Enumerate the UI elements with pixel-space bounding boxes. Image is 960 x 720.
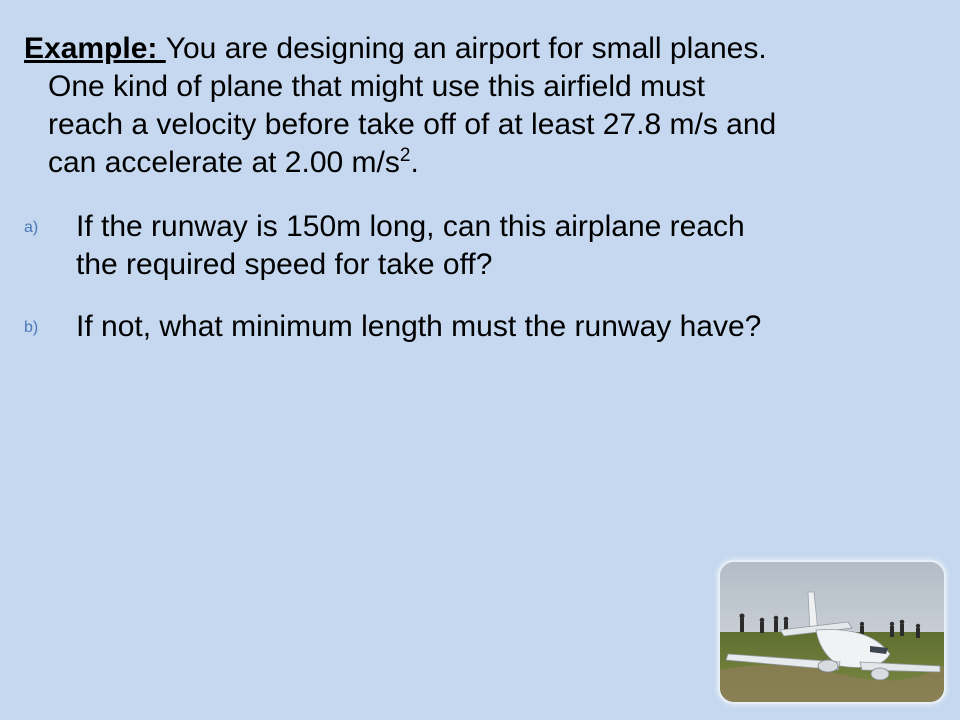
intro-line-2: One kind of plane that might use this airfield must (48, 70, 706, 103)
question-b-marker: b) (24, 319, 39, 336)
intro-line-4-text: can accelerate at 2.00 m/s (48, 146, 400, 179)
photo-illustration (720, 562, 944, 702)
question-list (24, 208, 939, 370)
question-a-line-1: If the runway is 150m long, can this airplane reach (76, 210, 745, 243)
intro-line-1 (24, 30, 939, 68)
intro-line-1-text: You are designing an airport for small planes. (165, 32, 767, 65)
example-label: Example: (24, 32, 166, 65)
crashed-airplane-photo (718, 560, 946, 704)
question-a-line-2: the required speed for take off? (76, 248, 493, 281)
question-a-marker: a) (24, 219, 39, 236)
exponent: 2 (399, 145, 411, 166)
intro-line-4 (24, 144, 939, 182)
question-b-line-1: If not, what minimum length must the runway have? (76, 310, 762, 343)
intro-line-4-end: . (410, 146, 419, 179)
question-a-text (24, 208, 939, 284)
question-b-text (24, 308, 939, 346)
example-paragraph (24, 30, 939, 182)
question-b (24, 308, 939, 346)
question-a (24, 208, 939, 284)
sky (720, 562, 944, 634)
intro-line-3: reach a velocity before take off of at least 27.8 m/s and (48, 108, 777, 141)
